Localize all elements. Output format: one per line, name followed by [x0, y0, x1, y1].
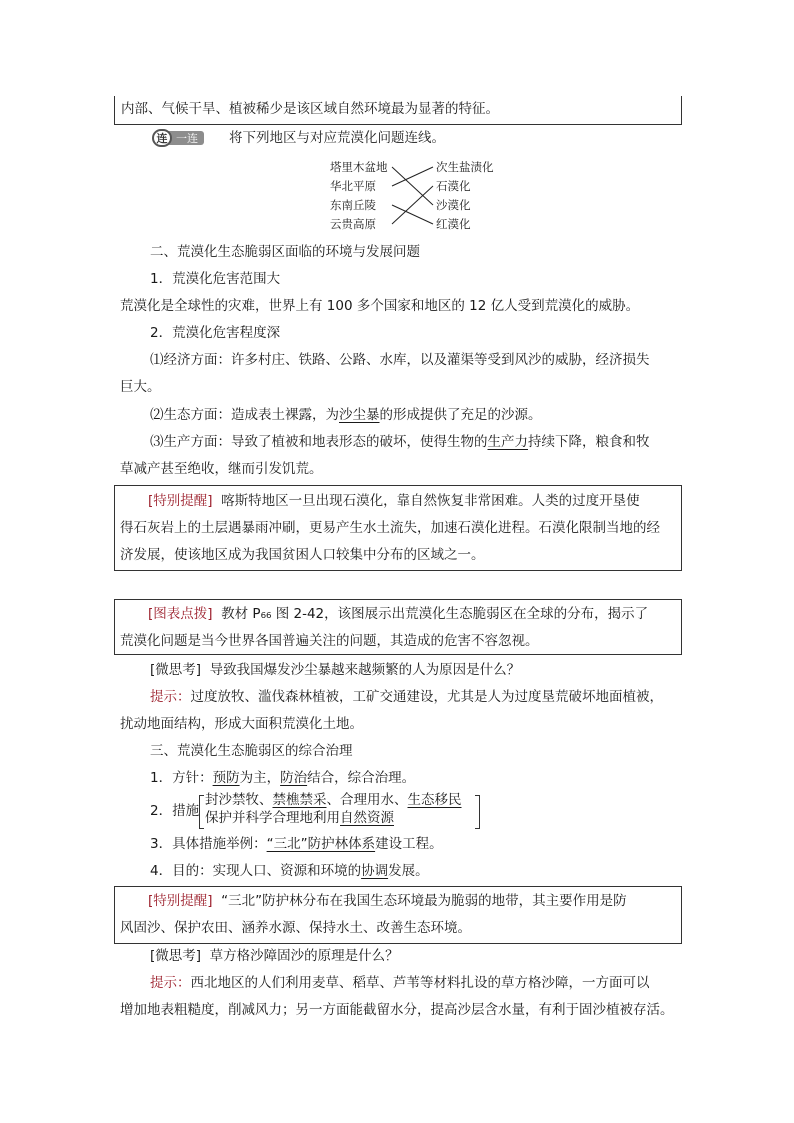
think2-answer1: 提示：西北地区的人们利用麦草、稻草、芦苇等材料扎设的草方格沙障，一方面可以	[150, 975, 650, 991]
figure-note-line2: 荒漠化问题是当今世界各国普遍关注的问题，其造成的危害不容忽视。	[120, 633, 539, 649]
section3-heading: 三、荒漠化生态脆弱区的综合治理	[150, 743, 353, 759]
policy-line: 1．方针：预防为主，防治结合，综合治理。	[150, 770, 416, 786]
section2-p1-body: 荒漠化是全球性的灾难，世界上有 100 多个国家和地区的 12 亿人受到荒漠化的威胁。	[120, 298, 640, 314]
think1-question: [微思考] 导致我国爆发沙尘暴越来越频繁的人为原因是什么？	[150, 662, 521, 678]
reminder1-line1: [特别提醒] 喀斯特地区一旦出现石漠化，靠自然恢复非常困难。人类的过度开垦使	[148, 493, 640, 509]
top-box-text: 内部、气候干旱、植被稀少是该区域自然环境最为显著的特征。	[121, 101, 499, 117]
match-line-3	[392, 186, 433, 224]
reminder2-tag: [特别提醒]	[148, 893, 213, 909]
think1-tag: [微思考]	[150, 662, 202, 678]
think2-answer2: 增加地表粗糙度，削减风力；另一方面能截留水分，提高沙层含水量，有利于固沙植被存活。	[120, 1002, 674, 1018]
match-right-2: 沙漠化	[436, 198, 471, 212]
match-left-0: 塔里木盆地	[330, 160, 388, 174]
measures-line1: 封沙禁牧、禁樵禁采、合理用水、生态移民	[205, 792, 462, 808]
match-left-3: 云贵高原	[330, 217, 376, 231]
reminder1-line2: 得石灰岩上的土层遇暴雨冲刷，更易产生水土流失，加速石漠化进程。石漠化限制当地的经	[120, 520, 660, 536]
match-left-2: 东南丘陵	[330, 198, 376, 212]
think2-tag: [微思考]	[150, 948, 202, 964]
think2-question: [微思考] 草方格沙障固沙的原理是什么？	[150, 948, 399, 964]
think1-answer2: 扰动地面结构，形成大面积荒漠化土地。	[120, 716, 363, 732]
section2-heading: 二、荒漠化生态脆弱区面临的环境与发展问题	[150, 244, 420, 260]
example-line: 3．具体措施举例：“三北”防护林体系建设工程。	[150, 836, 443, 852]
production-line1: ⑶生产方面：导致了植被和地表形态的破坏，使得生物的生产力持续下降，粮食和牧	[150, 434, 650, 450]
match-line-2	[392, 205, 433, 224]
underlined-term: 生产力	[487, 434, 528, 450]
match-right-0: 次生盐渍化	[436, 160, 494, 174]
figure-note-line1: [图表点拨] 教材 P₆₆ 图 2-42，该图展示出荒漠化生态脆弱区在全球的分布，揭示了	[148, 606, 649, 622]
connect-instruction: 将下列地区与对应荒漠化问题连线。	[229, 130, 445, 146]
reminder2-line2: 风固沙、保护农田、涵养水源、保持水土、改善生态环境。	[120, 920, 471, 936]
match-right-3: 红漠化	[436, 217, 471, 231]
right-brace	[475, 795, 480, 829]
match-line-0	[392, 167, 433, 205]
economic-line1: ⑴经济方面：许多村庄、铁路、公路、水库，以及灌渠等受到风沙的威胁，经济损失	[150, 352, 650, 368]
connect-badge	[152, 129, 214, 147]
production-line2: 草减产甚至绝收，继而引发饥荒。	[120, 461, 323, 477]
figure-note-tag: [图表点拨]	[148, 606, 213, 622]
reminder1-line3: 济发展，使该地区成为我国贫困人口较集中分布的区域之一。	[120, 547, 485, 563]
match-right-1: 石漠化	[436, 179, 471, 193]
left-brace	[199, 795, 204, 829]
matching-diagram	[330, 158, 510, 234]
match-lines	[330, 158, 510, 234]
goal-line: 4．目的：实现人口、资源和环境的协调发展。	[150, 863, 429, 879]
economic-line2: 巨大。	[120, 379, 161, 395]
match-line-1	[392, 167, 433, 186]
reminder1-tag: [特别提醒]	[148, 493, 213, 509]
ecology-line: ⑵生态方面：造成表土裸露，为沙尘暴的形成提供了充足的沙源。	[150, 407, 542, 423]
reminder-box-2	[114, 886, 682, 944]
section2-p1-title: 1．荒漠化危害范围大	[150, 271, 281, 287]
measures-label: 2．措施	[150, 803, 200, 819]
think1-answer1: 提示：过度放牧、滥伐森林植被，工矿交通建设，尤其是人为过度垦荒破坏地面植被，	[150, 689, 663, 705]
measures-line2: 保护并科学合理地利用自然资源	[205, 810, 394, 826]
hint-label: 提示：	[150, 689, 191, 705]
reminder-box-1	[114, 485, 682, 571]
section2-p2-title: 2．荒漠化危害程度深	[150, 325, 281, 341]
figure-note-box	[114, 599, 682, 655]
hint-label: 提示：	[150, 975, 191, 991]
top-text-box	[114, 96, 682, 125]
connect-badge-circle: 连	[152, 129, 172, 147]
connect-badge-bar: 一连	[166, 131, 204, 145]
match-left-1: 华北平原	[330, 179, 376, 193]
underlined-term: 沙尘暴	[339, 407, 380, 423]
reminder2-line1: [特别提醒] “三北”防护林分布在我国生态环境最为脆弱的地带，其主要作用是防	[148, 893, 627, 909]
